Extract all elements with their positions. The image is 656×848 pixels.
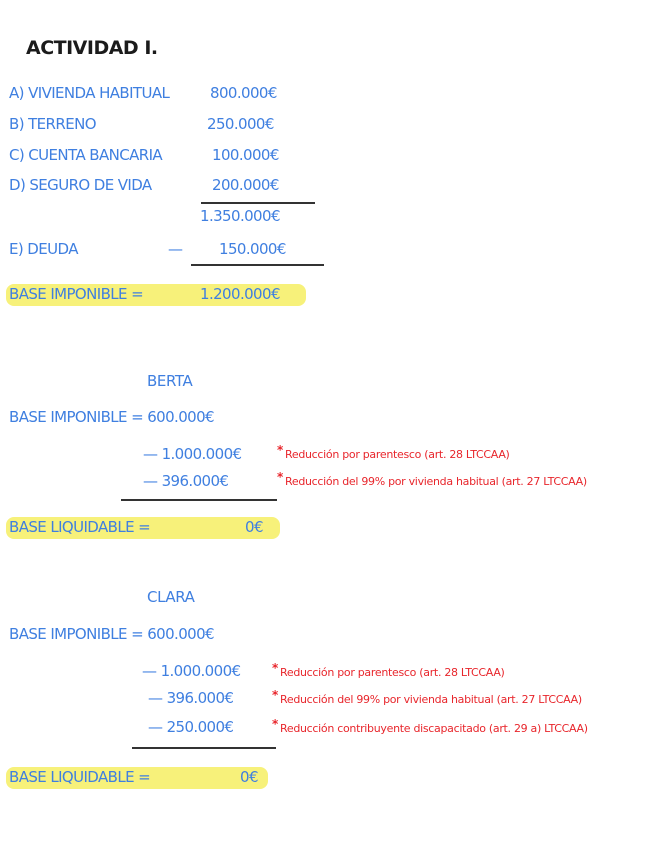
berta-base-liquidable-value: 0€ bbox=[245, 518, 263, 536]
debt-value: 150.000€ bbox=[219, 240, 286, 258]
page-title: ACTIVIDAD I. bbox=[26, 37, 158, 59]
berta-reduction-amount-2: — 396.000€ bbox=[143, 472, 229, 490]
berta-base-imponible: BASE IMPONIBLE = 600.000€ bbox=[9, 408, 214, 426]
clara-reduction-note-2: Reducción del 99% por vivienda habitual (art. 27 LTCCAA) bbox=[280, 693, 582, 706]
asterisk: * bbox=[277, 470, 284, 484]
clara-reduction-amount-1: — 1.000.000€ bbox=[142, 662, 241, 680]
berta-reduction-note-1: Reducción por parentesco (art. 28 LTCCAA) bbox=[285, 448, 510, 461]
sum-rule-1 bbox=[201, 202, 315, 204]
clara-reduction-note-1: Reducción por parentesco (art. 28 LTCCAA) bbox=[280, 666, 505, 679]
asterisk: * bbox=[272, 661, 279, 675]
clara-heading: CLARA bbox=[147, 588, 195, 606]
berta-heading: BERTA bbox=[147, 372, 193, 390]
item-label-seguro: D) SEGURO DE VIDA bbox=[9, 176, 152, 194]
berta-base-liquidable-label: BASE LIQUIDABLE = bbox=[9, 518, 151, 536]
item-value-cuenta: 100.000€ bbox=[212, 146, 279, 164]
asterisk: * bbox=[277, 443, 284, 457]
item-label-vivienda: A) VIVIENDA HABITUAL bbox=[9, 84, 170, 102]
clara-base-liquidable-value: 0€ bbox=[240, 768, 258, 786]
debt-sign: — bbox=[168, 240, 183, 258]
item-value-terreno: 250.000€ bbox=[207, 115, 274, 133]
berta-reduction-amount-1: — 1.000.000€ bbox=[143, 445, 242, 463]
item-label-cuenta: C) CUENTA BANCARIA bbox=[9, 146, 163, 164]
clara-base-imponible: BASE IMPONIBLE = 600.000€ bbox=[9, 625, 214, 643]
base-imponible-label: BASE IMPONIBLE = bbox=[9, 285, 144, 303]
debt-label: E) DEUDA bbox=[9, 240, 78, 258]
berta-reduction-note-2: Reducción del 99% por vivienda habitual (art. 27 LTCCAA) bbox=[285, 475, 587, 488]
item-label-terreno: B) TERRENO bbox=[9, 115, 96, 133]
base-imponible-value: 1.200.000€ bbox=[200, 285, 280, 303]
berta-sum-rule bbox=[121, 499, 277, 501]
clara-reduction-amount-3: — 250.000€ bbox=[148, 718, 234, 736]
clara-reduction-note-3: Reducción contribuyente discapacitado (art. 29 a) LTCCAA) bbox=[280, 722, 588, 735]
sum-rule-2 bbox=[191, 264, 324, 266]
asterisk: * bbox=[272, 688, 279, 702]
subtotal-value: 1.350.000€ bbox=[200, 207, 280, 225]
asterisk: * bbox=[272, 717, 279, 731]
item-value-vivienda: 800.000€ bbox=[210, 84, 277, 102]
clara-reduction-amount-2: — 396.000€ bbox=[148, 689, 234, 707]
clara-base-liquidable-label: BASE LIQUIDABLE = bbox=[9, 768, 151, 786]
clara-sum-rule bbox=[132, 747, 276, 749]
item-value-seguro: 200.000€ bbox=[212, 176, 279, 194]
